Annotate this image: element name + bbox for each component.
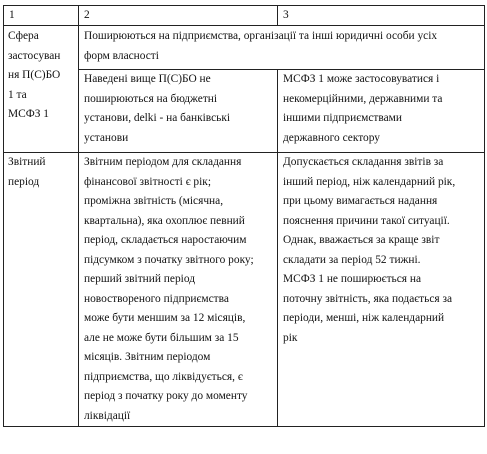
table-row-scope-common — [4, 26, 485, 70]
column-number-2: 2 — [79, 6, 278, 26]
table-row-reporting-period — [4, 153, 485, 427]
comparison-table — [3, 5, 485, 427]
column-number-row — [4, 6, 485, 26]
column-number-1: 1 — [4, 6, 79, 26]
scope-msfz-cell: МСФЗ 1 може застосовуватися і некомерційними, державними та іншими підприємствами державного сектору — [278, 70, 485, 153]
column-number-3: 3 — [278, 6, 485, 26]
scope-common-cell: Поширюються на підприємства, організації та інші юридичні особи усіх форм власності — [79, 26, 485, 70]
row-label-reporting-period: Звітний період — [4, 153, 79, 427]
row-label-scope: Сфера застосуван ня П(С)БО 1 та МСФЗ 1 — [4, 26, 79, 153]
period-psbo-cell: Звітним періодом для складання фінансової звітності є рік; проміжна звітність (місячна, квартальна), яка охоплює певний період, складається наростаючим підсумком з початку звітного року; перший звітний період новоствореного підприємства може бути меншим за 12 місяців, але не може бути більшим за 15 місяців. Звітним періодом підприємства, що ліквідується, є період з початку року до моменту ліквідації — [79, 153, 278, 427]
scope-psbo-cell: Наведені вище П(С)БО не поширюються на бюджетні установи, delki - на банківські установи — [79, 70, 278, 153]
period-msfz-cell: Допускається складання звітів за інший період, ніж календарний рік, при цьому вимагається надання пояснення причини такої ситуації. Однак, вважається за краще звіт складати за період 52 тижні. МСФЗ 1 не поширюється на поточну звітність, яка подається за періоди, менші, ніж календарний рік — [278, 153, 485, 427]
